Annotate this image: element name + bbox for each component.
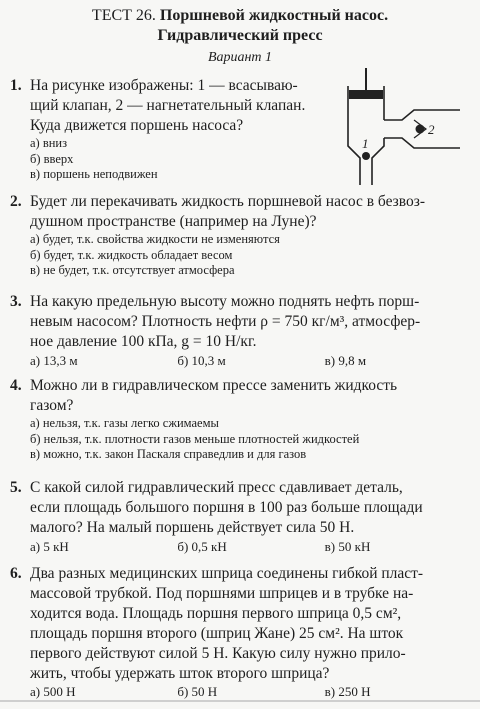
answer-option: а) 5 кН (30, 539, 69, 554)
question-text: ное давление 100 кПа, g = 10 Н/кг. (30, 333, 257, 350)
question-text: первого действуют силой 5 Н. Какую силу нужно прило- (30, 645, 406, 662)
outlet-lower (384, 138, 460, 148)
question-text: Два разных медицинских шприца соединены гибкой пласт- (30, 565, 424, 582)
test-header (0, 6, 480, 25)
answer-option: в) 50 кН (324, 539, 371, 554)
answer-option: б) будет, т.к. жидкость обладает весом (30, 247, 233, 262)
inlet-right (372, 138, 384, 185)
question-2 (10, 192, 472, 279)
question-text: массовой трубкой. Под поршнями шприцев и в трубке на- (30, 585, 414, 602)
title-line1: Поршневой жидкостный насос. (159, 7, 389, 24)
answer-option: а) будет, т.к. свойства жидкости не изменяются (30, 232, 280, 246)
answer-option: б) 50 Н (177, 684, 218, 699)
question-number: 4. (10, 377, 22, 394)
answer-option: а) нельзя, т.к. газы легко сжимаемы (30, 416, 219, 430)
question-number: 5. (10, 479, 22, 496)
question-number: 2. (10, 193, 22, 210)
answer-option: в) не будет, т.к. отсутствует атмосфера (30, 263, 235, 277)
question-text: душном пространстве (например на Луне)? (30, 213, 317, 230)
test-label: ТЕСТ 26. (91, 7, 156, 24)
question-text: если площадь большого поршня в 100 раз больше площади (30, 499, 423, 516)
question-text: невым насосом? Плотность нефти ρ = 750 кг/м³, атмосфер- (30, 313, 421, 330)
question-text: На какую предельную высоту можно поднять нефть порш- (30, 293, 420, 310)
answer-option: а) 500 Н (30, 684, 76, 699)
question-text: площадь поршня второго (шприц Жане) 25 см². На шток (30, 625, 404, 642)
piston (349, 90, 383, 99)
question-text: малого? На малый поршень действует сила 50 Н. (30, 519, 355, 536)
answer-option: а) 13,3 м (30, 353, 78, 368)
question-text: жить, чтобы удержать шток второго шприца? (30, 665, 330, 682)
answer-option: б) 10,3 м (177, 353, 226, 368)
question-number: 3. (10, 293, 22, 310)
variant-label: Вариант 1 (207, 50, 273, 65)
question-text: С какой силой гидравлический пресс сдавливает деталь, (30, 479, 403, 496)
question-text: Куда движется поршень насоса? (30, 117, 244, 134)
question-1 (10, 76, 340, 183)
pump-diagram (340, 68, 470, 186)
question-6 (10, 564, 472, 700)
answer-option: б) нельзя, т.к. плотности газов меньше плотностей жидкостей (30, 431, 360, 446)
suction-valve (362, 152, 370, 160)
answer-option: в) 250 Н (324, 684, 371, 699)
answer-option: в) можно, т.к. закон Паскаля справедлив и для газов (30, 447, 307, 461)
label-2: 2 (428, 122, 435, 137)
label-1: 1 (362, 136, 369, 151)
question-text: щий клапан, 2 — нагнетательный клапан. (30, 97, 306, 114)
question-3 (10, 292, 472, 370)
page-bottom-edge (0, 700, 480, 702)
question-4 (10, 376, 472, 463)
answer-option: б) 0,5 кН (177, 539, 227, 554)
answer-option: в) поршень неподвижен (30, 167, 158, 181)
discharge-valve (416, 125, 425, 134)
question-text: ходится вода. Площадь поршня первого шприца 0,5 см², (30, 605, 402, 622)
question-text: Будет ли перекачивать жидкость поршневой насос в безвоз- (30, 193, 426, 210)
answer-option: б) вверх (30, 151, 74, 166)
question-number: 1. (10, 77, 22, 94)
question-number: 6. (10, 565, 22, 582)
inlet-left (348, 140, 360, 185)
question-5 (10, 478, 472, 556)
answer-option: а) вниз (30, 136, 68, 150)
question-text: газом? (30, 397, 74, 414)
question-text: Можно ли в гидравлическом прессе заменить жидкость (30, 377, 398, 394)
question-text: На рисунке изображены: 1 — всасываю- (30, 77, 298, 94)
outlet-upper (384, 110, 460, 120)
answer-option: в) 9,8 м (324, 353, 367, 368)
title-line2: Гидравлический пресс (157, 27, 323, 44)
